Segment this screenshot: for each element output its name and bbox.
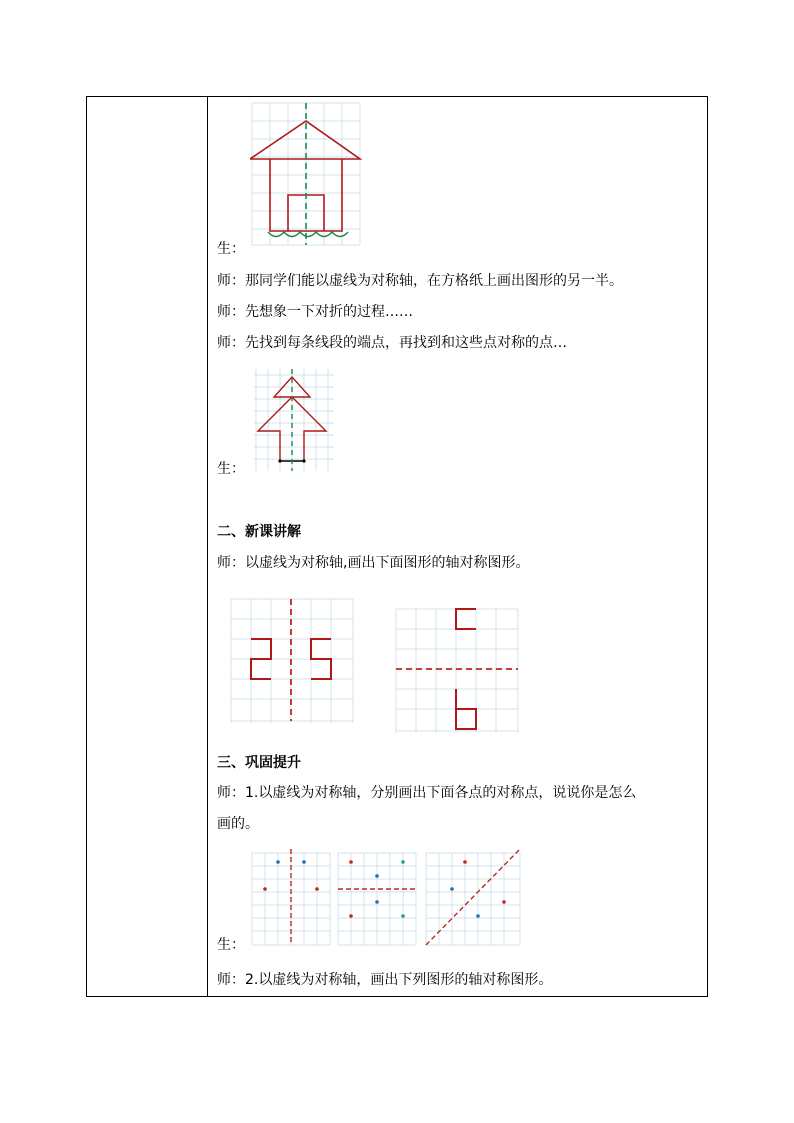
arrow-figure	[250, 367, 338, 473]
dots-figure	[248, 849, 526, 949]
digits-2-5-figure	[229, 597, 357, 725]
teacher-line-5b: 画的。	[217, 816, 259, 832]
lesson-table	[86, 96, 708, 997]
student-answer-3: 生：	[217, 937, 245, 953]
teacher-line-1: 师：那同学们能以虚线为对称轴，在方格纸上画出图形的另一半。	[217, 273, 623, 289]
teacher-line-4: 师：以虚线为对称轴,画出下面图形的轴对称图形。	[217, 555, 530, 571]
teacher-line-2: 师：先想象一下对折的过程……	[217, 304, 413, 320]
lesson-content	[208, 97, 707, 996]
student-answer-2: 生：	[217, 461, 245, 477]
section-heading-2: 二、新课讲解	[217, 524, 301, 540]
house-figure	[250, 101, 362, 247]
section-heading-3: 三、巩固提升	[217, 755, 301, 771]
teacher-line-3: 师：先找到每条线段的端点，再找到和这些点对称的点…	[217, 335, 567, 351]
teacher-line-5a: 师：1.以虚线为对称轴，分别画出下面各点的对称点，说说你是怎么	[217, 785, 637, 801]
digits-e-6-figure	[394, 607, 522, 735]
student-answer-1: 生：	[217, 241, 245, 257]
teacher-line-6: 师：2.以虚线为对称轴，画出下列图形的轴对称图形。	[217, 972, 553, 988]
